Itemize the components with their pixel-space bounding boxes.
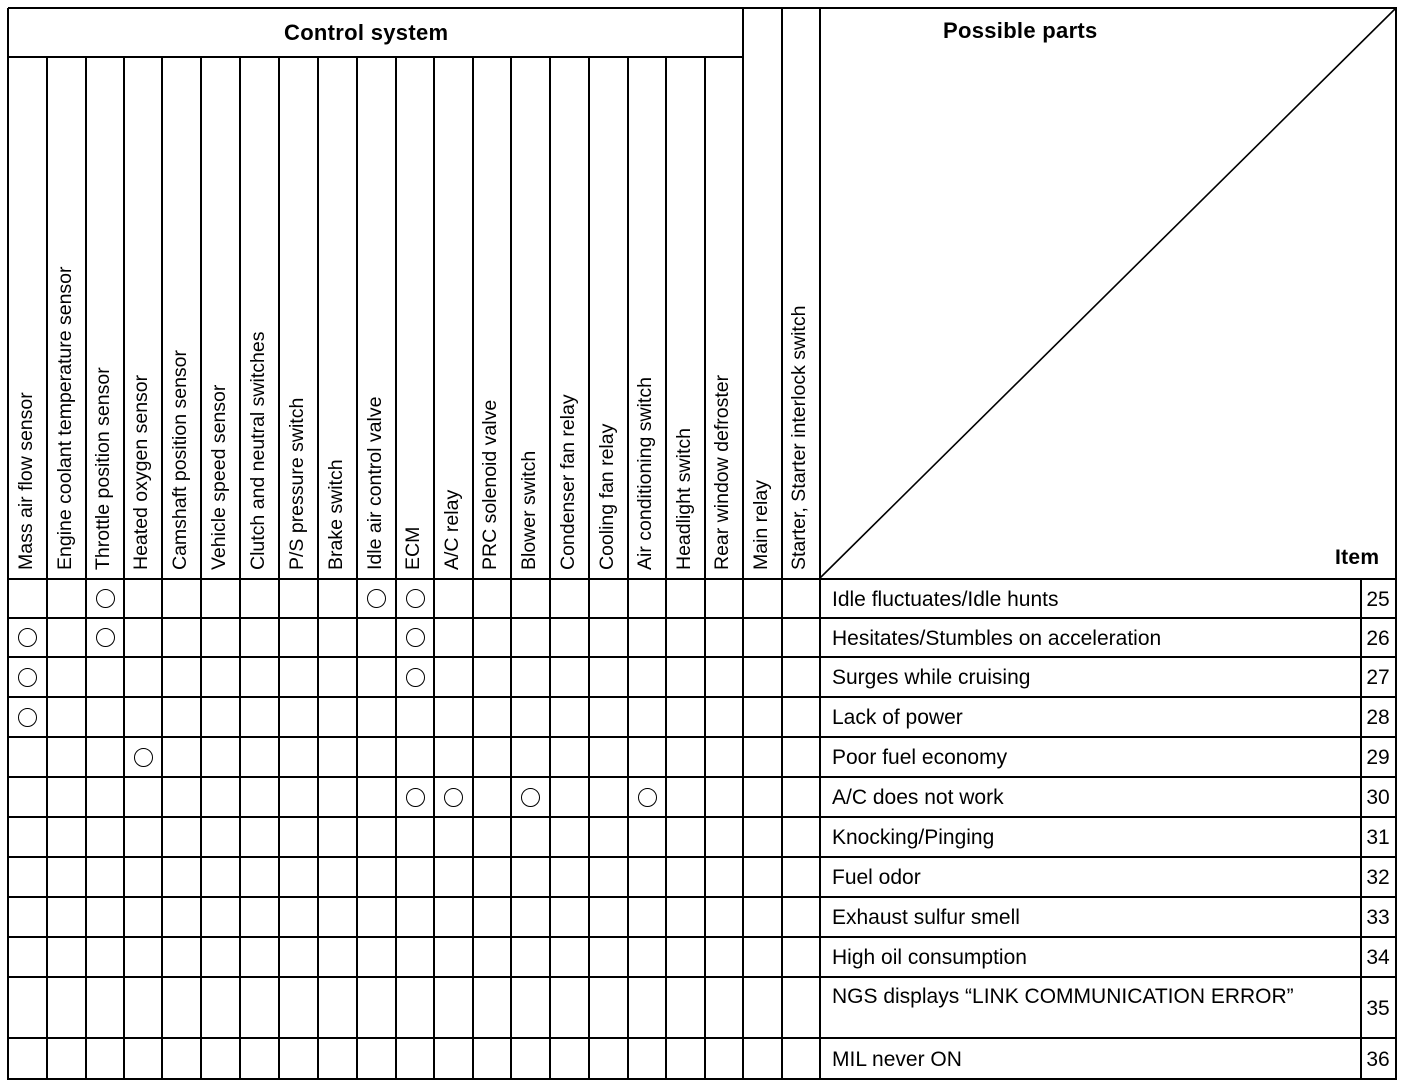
column-header-label: ECM	[402, 526, 424, 570]
column-header-label: Condenser fan relay	[556, 394, 579, 570]
column-header-label: Air conditioning switch	[634, 377, 656, 570]
item-number: 30	[1366, 786, 1390, 809]
item-number: 25	[1366, 587, 1390, 611]
item-number: 27	[1366, 666, 1390, 689]
item-number: 26	[1366, 626, 1390, 650]
column-header-label: Starter, Starter interlock switch	[788, 305, 810, 570]
column-header-label: Heated oxygen sensor	[130, 374, 152, 570]
symptom-label: Fuel odor	[832, 866, 921, 889]
symptom-label: Idle fluctuates/Idle hunts	[832, 587, 1059, 611]
column-header-label: Mass air flow sensor	[14, 392, 37, 570]
item-number: 34	[1366, 946, 1390, 969]
item-number: 28	[1366, 706, 1390, 729]
column-header-label: P/S pressure switch	[285, 397, 308, 570]
column-header-label: Brake switch	[324, 459, 347, 570]
diagonal-line	[820, 9, 1395, 578]
column-header-label: Camshaft position sensor	[168, 349, 191, 570]
symptom-label: High oil consumption	[832, 946, 1027, 969]
column-header-label: Headlight switch	[672, 428, 695, 570]
column-header-label: A/C relay	[440, 489, 463, 570]
column-header-label: Throttle position sensor	[92, 367, 114, 570]
symptom-label: Lack of power	[832, 706, 963, 729]
column-header-label: PRC solenoid valve	[479, 399, 501, 570]
column-header-label: Clutch and neutral switches	[246, 331, 269, 570]
column-header-label: Vehicle speed sensor	[207, 384, 230, 570]
symptom-label: Hesitates/Stumbles on acceleration	[832, 626, 1162, 650]
column-header-label: Main relay	[749, 480, 772, 570]
symptom-label: Surges while cruising	[832, 666, 1031, 689]
column-header-label: Cooling fan relay	[595, 423, 618, 570]
column-header-label: Engine coolant temperature sensor	[53, 266, 76, 570]
item-heading: Item	[1335, 546, 1380, 569]
item-number: 31	[1366, 826, 1390, 849]
item-number: 29	[1366, 746, 1390, 769]
symptom-label: A/C does not work	[832, 786, 1004, 809]
possible-parts-heading: Possible parts	[943, 18, 1098, 43]
symptom-label: Poor fuel economy	[832, 746, 1008, 769]
item-number: 36	[1366, 1047, 1390, 1071]
item-number: 35	[1366, 996, 1390, 1020]
control-system-heading: Control system	[284, 20, 449, 45]
item-number: 33	[1366, 906, 1390, 929]
symptom-label: Knocking/Pinging	[832, 826, 995, 849]
item-number: 32	[1366, 866, 1390, 889]
column-header-label: Idle air control valve	[363, 396, 386, 570]
column-header-label: Rear window defroster	[711, 374, 733, 570]
column-header-label: Blower switch	[517, 450, 540, 570]
symptom-label: MIL never ON	[832, 1047, 962, 1071]
symptom-label: NGS displays “LINK COMMUNICATION ERROR”	[832, 984, 1294, 1008]
symptom-label: Exhaust sulfur smell	[832, 906, 1020, 929]
